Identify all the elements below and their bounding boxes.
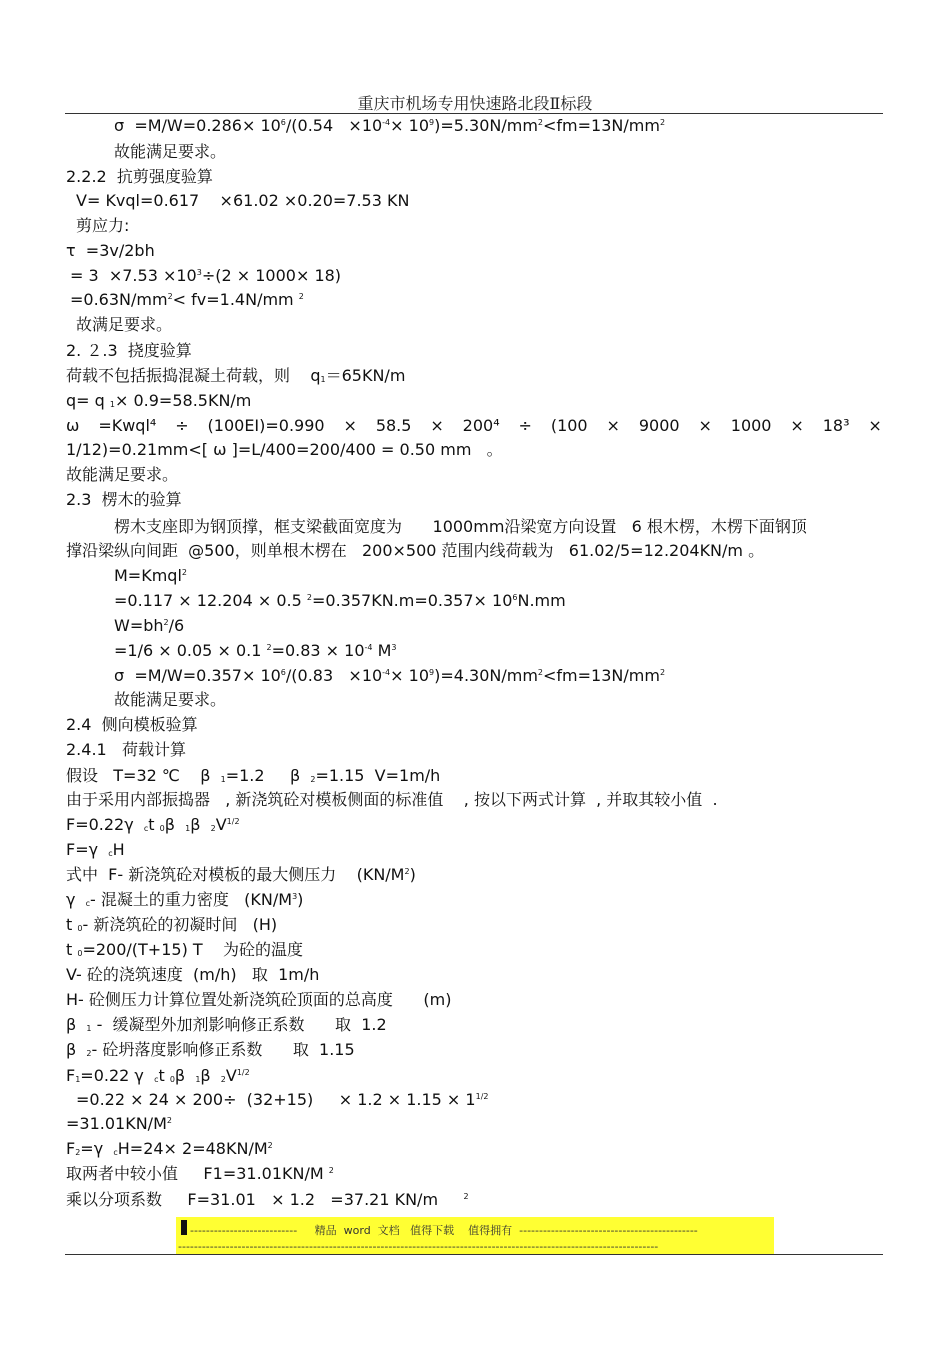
definition-line: β $_1$ - 缓凝型外加剂影响修正系数 取 1.2 [66,1015,387,1034]
formula-shear-stress: τ =3v/2bh [66,241,155,260]
definition-line: V- 砼的浇筑速度 (m/h) 取 1m/h [66,965,320,984]
conclusion-text: 故能满足要求。 [114,690,227,709]
definition-line: β $_2$- 砼坍落度影响修正系数 取 1.15 [66,1040,355,1059]
definition-line: 式中 F- 新浇筑砼对模板的最大侧压力 $(KN/M^2)$ [66,865,416,884]
footer-watermark-text: --------------------------- 精品 word 文档 值得下载 值得拥有 --------------------------------------------- [190,1224,698,1237]
min-value-line: 取两者中较小值 F1=31.01KN/M $^2$ [66,1164,334,1183]
definition-line: γ $_c$- 混凝土的重力密度 $(KN/M^3)$ [66,890,304,909]
section-heading: 2.2.2 抗剪强度验算 [66,167,213,186]
section-heading: 2. ２.3 挠度验算 [66,341,192,360]
formula-section-modulus: $W=bh^2/6$ [114,616,185,635]
formula-deflection-result: 1/12)=0.21mm<[ ω ]=L/400=200/400 = 0.50 mm 。 [66,440,503,459]
factored-load-line: 乘以分项系数 F=31.01 × 1.2 =37.21 KN/m $^2$ [66,1190,469,1209]
formula-section-modulus-calc: =1/6 × 0.05 × 0.1 $^2=0.83 \times 10^{-4}$ $M^3$ [114,641,397,660]
formula-shear-calc: = $3 \times 7.53 \times 10^3\div(2 \times 1000\times 18)$ [70,266,342,285]
formula-load: q= q $_1$× 0.9=58.5KN/m [66,391,252,410]
paragraph-line: 由于采用内部振捣器 , 新浇筑砼对模板侧面的标准值 , 按以下两式计算 , 并取其较小值 . [66,790,718,809]
section-heading: 2.4 侧向模板验算 [66,715,198,734]
paragraph-line: 楞木支座即为钢顶撑，框支梁截面宽度为 1000mm沿梁宽方向设置 6 根木楞，木楞下面钢顶 [114,517,807,536]
section-heading: 2.4.1 荷载计算 [66,740,186,759]
formula-shear-force: V= Kvql=0.617 ×61.02 ×0.20=7.53 KN [76,191,410,210]
conclusion-text: 故能满足要求。 [66,465,179,484]
formula-f1-calc: =0.22 × 24 × 200÷ (32+15) × $1.2 \times 1.15 \times 1^{1/2}$ [76,1090,489,1109]
shear-stress-label: 剪应力: [76,216,130,235]
page-header-title: 重庆市机场专用快速路北段Ⅱ标段 [357,94,593,113]
definition-line: H- 砼侧压力计算位置处新浇筑砼顶面的总高度 (m) [66,990,452,1009]
footer-marker-icon [181,1220,187,1235]
formula-lateral-pressure-2: F=γ $_c$H [66,840,125,859]
footer-dash-line: ------------------------------------------------------------------------------------------------------------------------- [178,1240,659,1253]
assumption-line: 假设 T=32 ℃ β $_1$=1.2 β $_2$=1.15 V=1m/h [66,766,441,785]
conclusion-text: 故满足要求。 [76,315,173,334]
load-description: 荷载不包括振捣混凝土荷载，则 $q_1=65KN/m$ [66,366,406,385]
definition-line: t $_0$- 新浇筑砼的初凝时间 (H) [66,915,278,934]
formula-stress-check: $\sigma =M/W=0.286\times 10^6/(0.54 \times 10^{-4}\times 10^9)=5.30N/mm^2<fm=13N/mm^2$ [114,116,666,135]
formula-stress-check: $\sigma =M/W=0.357\times 10^6/(0.83 \times 10^{-4}\times 10^9)=4.30N/mm^2<fm=13N/mm^2$ [114,666,666,685]
formula-moment: M=Kmql$^2$ [114,566,187,585]
formula-f2: $F_2=\gamma$ $_cH=24\times 2=48KN/M^2$ [66,1139,273,1158]
section-heading: 2.3 楞木的验算 [66,490,182,509]
paragraph-line: 撑沿梁纵向间距 @500，则单根木楞在 200×500 范围内线荷载为 61.02/5=12.204KN/m 。 [66,541,765,560]
definition-line: t $_0$=200/(T+15) T 为砼的温度 [66,940,304,959]
formula-lateral-pressure-1: F=0.22γ $_c$t $_0$β $_1$β $_2V^{1/2}$ [66,815,240,834]
conclusion-text: 故能满足要求。 [114,142,227,161]
formula-deflection: ω =Kwql⁴ ÷ (100EI)=0.990 × 58.5 × 200⁴ ÷ (100 × 9000 × 1000 × 18³ × [66,416,882,435]
formula-shear-result: $=0.63N/mm^2< fv=1.4N/mm$ $^2$ [70,290,304,309]
formula-moment-calc: =0.117 × 12.204 × 0.5 $^2=0.357KN.m=0.357\times 10^6N.mm$ [114,591,566,610]
header-rule [65,113,883,114]
formula-f1-result: $=31.01KN/M^2$ [66,1114,172,1133]
footer-rule [65,1254,883,1255]
formula-f1: $F_1=0.22$ γ $_c$t $_0$β $_1$β $_2V^{1/2}$ [66,1066,250,1085]
